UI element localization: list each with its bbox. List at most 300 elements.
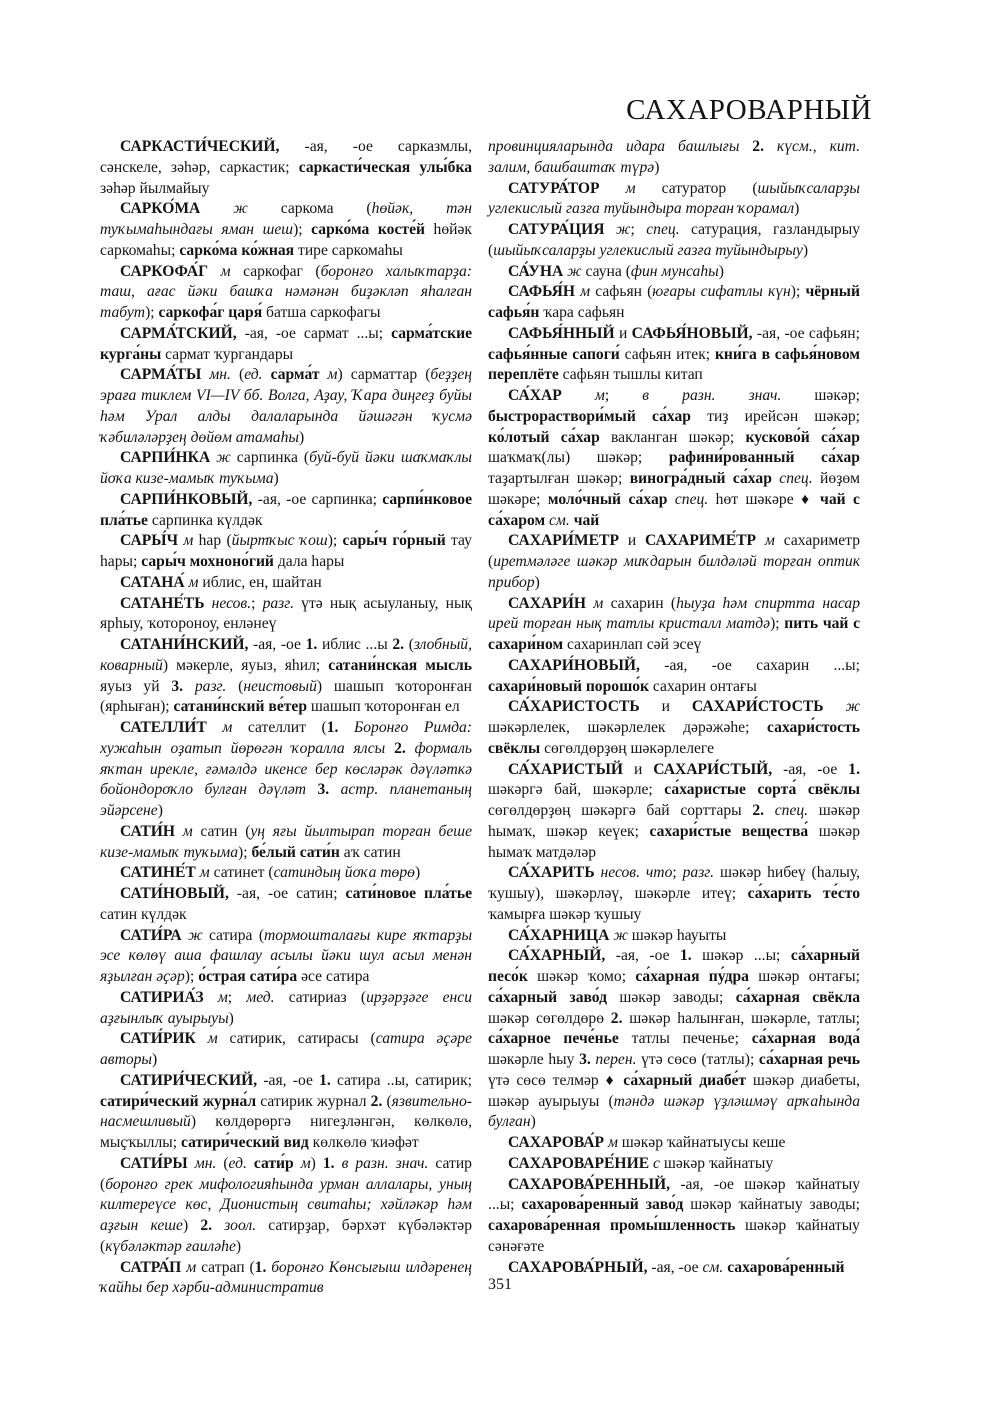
- entry-text: шаҡмаҡ(лы) шәкәр;: [488, 449, 669, 467]
- dictionary-entry: [488, 656, 860, 698]
- entry-text: );: [184, 968, 199, 985]
- entry-gloss: м: [586, 594, 604, 612]
- entry-gloss: сатира әҫәре авторы: [100, 1030, 472, 1068]
- entry-text: һар (: [193, 532, 232, 550]
- entry-text: (: [382, 1092, 392, 1110]
- entry-example: 2.: [392, 636, 405, 653]
- entry-text: );: [770, 615, 785, 633]
- entry-example: сати́новое пла́тье: [345, 885, 472, 902]
- entry-text: үтә нық асыуланыу, нық ярһыу, ҡотороноу, енләнеү: [100, 594, 472, 633]
- entry-gloss: язвительно-насмешливый: [100, 1092, 472, 1131]
- entry-example: са́харный заво́д: [488, 988, 608, 1006]
- entry-example: са́харить те́сто: [747, 885, 860, 902]
- dictionary-entry: [100, 718, 472, 822]
- dictionary-entry: [100, 988, 472, 1030]
- entry-text: дала һары: [273, 553, 345, 570]
- entry-text: сахаринлап сәй эсеү: [563, 636, 702, 653]
- entry-example: 3.: [171, 677, 184, 695]
- entry-text: сатин (: [192, 822, 251, 840]
- entry-headword: САРПИ́НКА: [120, 449, 211, 467]
- entry-text: сафьян итек;: [619, 345, 715, 363]
- entry-gloss: ж: [563, 262, 582, 280]
- entry-gloss: сатиндың йоҡа төрө: [273, 864, 415, 882]
- page-number: 351: [488, 1276, 512, 1293]
- entry-text: и: [618, 532, 646, 550]
- entry-gloss: күбәләктәр ғаиләһе: [105, 1237, 236, 1255]
- entry-text: (: [226, 677, 244, 695]
- entry-headword: САТРА́П: [120, 1258, 182, 1276]
- entry-gloss: в разн. знач.: [642, 387, 782, 404]
- entry-gloss: ж: [604, 221, 631, 238]
- entry-gloss: һөйәк, тән туҡымаһындағы яман шеш: [100, 200, 473, 238]
- entry-headword: САХАРОВА́Р: [508, 1134, 605, 1151]
- entry-example: сахарова́ренный: [727, 1258, 845, 1276]
- entry-text: ;: [630, 221, 647, 238]
- entry-text: ): [718, 262, 724, 280]
- entry-example: саркасти́ческая улы́бка: [298, 158, 472, 176]
- entry-example: сары́ч го́рный: [342, 532, 446, 550]
- entry-headword: СА́ХАР: [508, 387, 562, 404]
- entry-gloss: м: [208, 262, 231, 280]
- entry-headword: САХАРИ́НОВЫЙ,: [508, 656, 640, 674]
- entry-text: зәһәр йылмайыу: [100, 179, 210, 197]
- entry-text: шәкәр заводы;: [607, 988, 736, 1006]
- entry-text: үтә сөсө телмәр ♦: [488, 1071, 624, 1089]
- entry-text: һөйәк саркомаһы;: [100, 221, 472, 259]
- entry-example: 1.: [326, 719, 339, 736]
- entry-text: шәкәр ҡайнатыусы кеше: [617, 1134, 786, 1151]
- entry-example: 1.: [680, 947, 692, 965]
- entry-text: сафьян (: [590, 283, 653, 301]
- entry-headword: САТАНЕ́ТЬ: [120, 594, 205, 612]
- entry-text: ): [654, 158, 660, 176]
- entry-text: ): [151, 1051, 158, 1068]
- entry-text: саркома (: [247, 200, 372, 218]
- entry-headword: СА́ХАРНИЦА: [508, 926, 610, 944]
- dictionary-entry: [100, 822, 472, 864]
- entry-text: [335, 1155, 342, 1172]
- entry-text: иблис ...ы: [317, 636, 393, 653]
- dictionary-entry: [488, 697, 860, 759]
- entry-text: ): [310, 1154, 323, 1172]
- entry-gloss: фин мунсаһы: [630, 262, 719, 280]
- entry-example: 2.: [752, 802, 765, 819]
- entry-text: (: [230, 366, 245, 384]
- entry-text: и: [639, 698, 692, 716]
- entry-example: 2.: [370, 1092, 383, 1110]
- entry-example: сатани́нская мысль: [328, 656, 472, 674]
- entry-gloss: см.: [549, 511, 570, 529]
- entry-text: -ая, -ое: [605, 947, 680, 965]
- entry-headword: САТИРИА́З: [120, 988, 204, 1006]
- dictionary-entry: [488, 137, 860, 179]
- entry-headword: САХАРОВА́РЕННЫЙ,: [508, 1175, 671, 1193]
- entry-gloss: тормошталағы кире яҡтарҙы эсе көлөү аша фашлау асылы йәки шул асыл менән яҙылған әҫәр: [100, 926, 472, 985]
- entry-example: са́харное пече́нье: [488, 1030, 619, 1048]
- entry-text: ): [235, 1237, 242, 1255]
- entry-gloss: формаль яҡтан ирекле, ғәмәлдә икенсе бер көсләрәк дәүләткә бойондороҡло булған дәүләт: [100, 739, 472, 799]
- entry-text: шәкәр һымаҡ, шәкәр кеүек;: [488, 802, 860, 840]
- entry-text: [338, 719, 354, 736]
- entry-gloss: м: [184, 573, 199, 591]
- entry-example: са́харный песо́к: [488, 947, 860, 985]
- entry-headword: СА́ХАРИСТЫЙ: [508, 760, 624, 778]
- dictionary-entry: [100, 926, 472, 988]
- entry-example: 1.: [254, 1258, 267, 1276]
- dictionary-entry: [100, 490, 472, 532]
- entry-text: );: [293, 221, 312, 238]
- entry-text: -ая, -ое: [248, 636, 306, 653]
- entry-text: -ая, -ое сарпинка;: [252, 490, 383, 508]
- entry-headword: САРКОФА́Г: [120, 262, 209, 280]
- entry-example: сахари́новый порошо́к: [488, 677, 650, 695]
- entry-text: ) көлдөрөргә нигеҙләнгән, көлкөлө, мыҫҡыллы;: [100, 1113, 472, 1151]
- entry-text: );: [145, 304, 159, 321]
- entry-headword: САТИ́Н: [120, 822, 176, 840]
- entry-headword: САХАРИМЕ́ТР: [645, 532, 757, 550]
- entry-headword: САРПИ́НКОВЫЙ,: [120, 490, 253, 508]
- entry-example: чай с са́харом: [488, 490, 860, 529]
- entry-text: [247, 1155, 254, 1172]
- entry-text: таҙартылған шәкәр;: [488, 470, 630, 487]
- entry-example: сафья́нные сапоги́: [488, 345, 620, 363]
- entry-gloss: спец.: [674, 490, 709, 508]
- entry-text: сателлит (: [232, 719, 327, 736]
- entry-gloss: зоол.: [224, 1217, 257, 1234]
- entry-text: -ая, -ое шәкәр ҡайнатыу ...ы;: [488, 1175, 860, 1214]
- entry-text: [385, 740, 394, 757]
- entry-text: сатурация, газландырыу (: [488, 221, 861, 259]
- entry-gloss: м: [178, 532, 194, 550]
- entry-text: сахарин онтағы: [649, 677, 757, 695]
- entry-gloss: мн.: [201, 366, 231, 384]
- entry-example: са́харная речь: [758, 1051, 860, 1068]
- entry-headword: СА́ХАРИТЬ: [508, 864, 595, 882]
- entry-example: моло́чный са́хар: [547, 490, 668, 508]
- dictionary-entry: [100, 1154, 472, 1258]
- entry-gloss: злобный, коварный: [100, 636, 473, 674]
- entry-gloss: юғары сифатлы күн: [652, 283, 791, 301]
- entry-text: ): [530, 1113, 536, 1131]
- dictionary-entry: [100, 324, 472, 366]
- entry-text: шәкәргә бай, шәкәрле;: [488, 781, 665, 799]
- entry-gloss: тәндә шәкәр үҙләшмәү арҡаһында булған: [488, 1092, 860, 1131]
- entry-headword: САХАРИ́МЕТР: [508, 532, 619, 550]
- entry-text: тиҙ ирейсән шәкәр;: [690, 407, 860, 425]
- entry-text: саркофаг (: [230, 262, 321, 280]
- entry-headword: САТУРА́ЦИЯ: [508, 221, 605, 238]
- entry-text: шәкәр һибеү (һалыу, ҡушыу), шәкәрләү, шәкәрле итеү;: [488, 864, 861, 902]
- entry-text: тау һары;: [100, 532, 472, 570]
- entry-gloss: неистовый: [243, 677, 317, 695]
- dictionary-entry: [100, 199, 472, 261]
- entry-text: -ая, -ое: [647, 1258, 703, 1276]
- entry-text: сөгөлдөрҙөң шәкәрлелеге: [540, 739, 715, 757]
- entry-text: аҡ сатин: [339, 843, 401, 861]
- entry-text: сатирик, сатирасы (: [217, 1030, 376, 1048]
- entry-example: кни́га в сафья́новом переплёте: [488, 345, 860, 384]
- entry-gloss: ж: [200, 200, 248, 218]
- dictionary-entry: [100, 573, 472, 594]
- dictionary-entry: [488, 863, 860, 925]
- dictionary-entry: [488, 946, 860, 1133]
- entry-text: ): [794, 200, 800, 218]
- entry-text: );: [327, 532, 343, 550]
- entry-text: сафьян тышлы китап: [558, 366, 703, 384]
- entry-gloss: иретмәләге шәкәр миҡдарын билдәләй торған оптик прибор: [488, 553, 860, 591]
- entry-text: шәкәр ҡайнатыу: [659, 1154, 774, 1172]
- entry-text: көлкөлө ҡиәфәт: [308, 1134, 419, 1151]
- entry-text: ): [157, 802, 163, 819]
- entry-headword: САХАРОВА́РНЫЙ,: [508, 1258, 648, 1276]
- entry-text: сармат ҡургандары: [161, 345, 294, 363]
- entry-example: чёрный сафья́н: [488, 283, 860, 321]
- entry-text: -ая, -ое сарказмлы, сәнскеле, зәһәр, саркастик;: [100, 138, 472, 176]
- entry-text: ;: [251, 594, 263, 612]
- entry-text: татлы печенье;: [618, 1030, 752, 1048]
- entry-text: сарпинка (: [230, 449, 310, 467]
- entry-text: шәкәр ҡомо;: [527, 968, 636, 985]
- entry-text: шәкәр ҡайнатыу заводы;: [683, 1196, 860, 1214]
- entry-gloss: разг.: [194, 677, 227, 695]
- entry-example: 2.: [200, 1217, 213, 1234]
- entry-gloss: провинцияларында идара башлығы: [488, 138, 740, 155]
- entry-example: пить чай с сахари́ном: [488, 615, 860, 653]
- entry-text: ): [534, 573, 540, 591]
- entry-example: сатири́ческий вид: [180, 1134, 309, 1151]
- entry-text: );: [790, 283, 806, 301]
- dictionary-entry: [488, 531, 860, 593]
- entry-text: [739, 138, 752, 155]
- entry-text: -ая, -ое сатин;: [228, 885, 346, 902]
- entry-gloss: астр. планетаның эйәрсене: [100, 781, 472, 819]
- entry-example: ко́лотый са́хар: [488, 428, 600, 446]
- entry-gloss: спец.: [646, 221, 680, 238]
- entry-gloss: күсм., кит. залим, башбаштаҡ түрә: [488, 138, 861, 176]
- entry-text: шәкәр сөгөлдөрө: [488, 1009, 611, 1027]
- entry-example: сатани́нский ве́тер: [173, 698, 308, 716]
- entry-text: шәкәрле һыу: [488, 1051, 580, 1068]
- entry-gloss: м: [206, 719, 233, 736]
- entry-headword: САРКО́МА: [120, 200, 201, 218]
- entry-headword: САРМА́ТЫ: [120, 366, 202, 384]
- entry-headword: САРЫ́Ч: [120, 532, 179, 550]
- entry-headword: СА́ХАРИСТОСТЬ: [508, 698, 640, 716]
- dictionary-entry: [488, 760, 860, 864]
- entry-gloss: м: [756, 532, 775, 550]
- dictionary-entry: [100, 635, 472, 718]
- dictionary-entry: [488, 179, 860, 221]
- left-column: [100, 137, 472, 1299]
- dictionary-entry: [488, 386, 860, 531]
- entry-example: чай: [573, 511, 600, 529]
- entry-gloss: мед.: [246, 988, 275, 1006]
- entry-headword: САТИ́РА: [120, 926, 182, 944]
- entry-text: [183, 678, 195, 695]
- entry-gloss: мн.: [187, 1154, 217, 1172]
- entry-headword: САФЬЯ́ННЫЙ: [508, 324, 615, 342]
- entry-example: сахарова́ренная промы́шленность: [488, 1217, 736, 1234]
- entry-text: ): [273, 470, 279, 487]
- entry-gloss: ж: [181, 926, 203, 944]
- entry-example: рафини́рованный са́хар: [668, 449, 860, 467]
- entry-gloss: уң яғы йылтырап торған беше кизе-мамыҡ туҡыма: [100, 822, 472, 861]
- entry-text: (: [216, 1154, 229, 1172]
- entry-gloss: ирҙәрҙәге енси аҙғынлыҡ ауырыуы: [100, 988, 472, 1027]
- entry-example: 1.: [319, 1071, 331, 1089]
- entry-headword: САХАРИ́СТОСТЬ: [691, 698, 824, 716]
- entry-text: сатуратор (: [635, 179, 758, 197]
- entry-example: сарма́т: [270, 366, 320, 384]
- entry-text: сатир (: [100, 1154, 472, 1193]
- entry-gloss: ж: [210, 449, 231, 467]
- entry-gloss: м: [561, 387, 605, 404]
- entry-text: ) мәкерле, яуыз, яһил;: [162, 656, 329, 674]
- entry-example: сахари́стые вещества́: [649, 822, 809, 840]
- entry-text: үтә сөсө (татлы);: [636, 1051, 759, 1068]
- entry-example: 3.: [579, 1051, 591, 1068]
- entry-text: [329, 781, 340, 798]
- entry-text: [764, 138, 777, 155]
- entry-gloss: разг.: [262, 594, 295, 612]
- entry-text: [667, 491, 674, 508]
- entry-gloss: м: [604, 1134, 618, 1151]
- entry-text: сатинет (: [209, 864, 274, 882]
- entry-text: [406, 740, 415, 757]
- entry-gloss: ед.: [244, 366, 263, 384]
- entry-text: ): [802, 241, 809, 259]
- entry-text: яуыз уй: [100, 677, 172, 695]
- entry-text: сатирҙар, бәрхәт күбәләктәр (: [100, 1217, 473, 1255]
- entry-text: ) шашып ҡоторонған (ярһыған);: [100, 677, 472, 716]
- entry-text: сатира ..ы, сатирик;: [330, 1071, 473, 1089]
- dictionary-entry: [488, 926, 860, 947]
- dictionary-entry: [488, 262, 860, 283]
- entry-example: 1.: [322, 1154, 335, 1172]
- entry-headword: САФЬЯ́Н: [508, 283, 576, 301]
- entry-headword: САТАНА́: [120, 573, 185, 591]
- entry-text: ҡара сафьян: [539, 304, 625, 321]
- entry-text: сатирик журнал: [256, 1092, 371, 1110]
- entry-text: сатин күлдәк: [100, 905, 187, 923]
- entry-example: сарко́ма ко́жная: [179, 241, 295, 259]
- dictionary-entry: [488, 324, 860, 386]
- entry-gloss: буй-буй йәки шаҡмаҡлы йоҡа кизе-мамыҡ туҡыма: [100, 449, 472, 487]
- entry-text: ): [228, 1009, 234, 1027]
- entry-gloss: м: [319, 366, 338, 384]
- entry-example: сарпи́нковое пла́тье: [100, 490, 472, 529]
- entry-gloss: несов. что: [594, 864, 673, 882]
- entry-text: сарпинка күлдәк: [147, 511, 263, 529]
- entry-example: 2.: [610, 1009, 623, 1027]
- entry-example: кусково́й са́хар: [745, 428, 860, 446]
- entry-example: виногра́дный са́хар: [629, 470, 772, 487]
- entry-example: сахари́стость свёклы: [488, 719, 860, 757]
- entry-example: сары́ч мохноно́гий: [141, 553, 274, 570]
- entry-gloss: м: [195, 1030, 218, 1048]
- dictionary-entry: [100, 448, 472, 490]
- entry-text: и: [614, 324, 632, 342]
- entry-text: шәкәр һауыты: [627, 926, 727, 944]
- dictionary-entry: [100, 1071, 472, 1154]
- entry-text: ;: [227, 988, 247, 1006]
- entry-gloss: шыйыҡсаларҙы углекислый газға туйындырыу: [493, 241, 803, 259]
- entry-headword: САТИ́РИК: [120, 1030, 196, 1048]
- entry-text: ): [298, 428, 305, 446]
- dictionary-entry: [100, 262, 472, 324]
- right-column: [488, 137, 860, 1278]
- dictionary-entry: [488, 594, 860, 656]
- entry-text: шашып ҡоторонған ел: [307, 698, 460, 716]
- entry-text: );: [238, 843, 252, 861]
- entry-gloss: ж: [823, 698, 860, 716]
- entry-headword: САТИНЕ́Т: [120, 864, 196, 882]
- entry-text: тире саркомаһы: [294, 241, 403, 259]
- dictionary-entry: [100, 594, 472, 636]
- entry-text: [263, 366, 271, 383]
- entry-text: шәкәр ...ы;: [691, 947, 791, 965]
- entry-text: -ая, -ое: [257, 1071, 320, 1089]
- dictionary-entry: [488, 282, 860, 324]
- entry-text: -ая, -ое сахарин ...ы;: [639, 656, 860, 674]
- entry-example: 2.: [394, 739, 406, 757]
- entry-gloss: һыуҙа һәм спиртта насар ирей торған нық татлы кристалл матдә: [488, 594, 860, 633]
- entry-gloss: в разн. знач.: [341, 1154, 429, 1172]
- entry-text: шәкәр;: [781, 387, 860, 404]
- entry-gloss: м: [195, 864, 210, 882]
- entry-text: шәкәр онтағы;: [748, 968, 860, 985]
- dictionary-entry: [100, 884, 472, 926]
- entry-example: са́харная свёкла: [735, 988, 860, 1006]
- entry-text: [764, 802, 775, 819]
- entry-gloss: Боронғо Римда: хужаһын оҙатып йөрөгән ҡоралла ялсы: [100, 719, 472, 757]
- entry-gloss: м: [293, 1154, 311, 1172]
- entry-gloss: боронғо Көнсығыш илдәренең ҡайһы бер хәрби-административ: [100, 1258, 473, 1297]
- entry-example: сахарова́ренный заво́д: [521, 1196, 684, 1214]
- entry-text: шәкәрлелек, шәкәрлелек дәрәжәһе;: [488, 719, 768, 736]
- entry-text: батша саркофагы: [262, 304, 381, 321]
- entry-text: ): [182, 1217, 201, 1234]
- entry-headword: САХАРИ́СТЫЙ,: [653, 760, 773, 778]
- entry-text: -ая, -ое: [772, 760, 849, 778]
- entry-example: 2.: [752, 138, 764, 155]
- entry-text: әсе сатира: [297, 968, 370, 985]
- entry-text: ;: [604, 387, 643, 404]
- entry-text: сатира (: [202, 926, 265, 944]
- entry-headword: САТИРИ́ЧЕСКИЙ,: [120, 1071, 258, 1089]
- dictionary-entry: [100, 137, 472, 199]
- entry-text: шәкәр һымаҡ матдәләр: [488, 822, 861, 861]
- entry-example: сатири́ческий журна́л: [100, 1092, 257, 1110]
- entry-gloss: с: [649, 1154, 660, 1172]
- entry-gloss: беҙҙең эраға тиклем VI—IV бб. Волга, Аҙау, Ҡара диңгеҙ буйы һәм Урал алды далаларында йәшәгән ҡусмә ҡәбиләләрҙең дөйөм атамаһы: [100, 366, 473, 446]
- entry-gloss: шыйыҡсаларҙы углекислый газға туйындыра торған ҡорамал: [488, 179, 860, 218]
- entry-text: [212, 1217, 224, 1234]
- entry-example: сарко́ма косте́й: [311, 221, 425, 238]
- entry-example: 1.: [305, 636, 318, 653]
- entry-gloss: м: [175, 822, 193, 840]
- entry-example: са́харная вода́: [751, 1030, 860, 1048]
- entry-text: вакланган шәкәр;: [599, 428, 746, 446]
- entry-example: сарма́тские курга́ны: [100, 324, 472, 363]
- entry-text: ҡамырға шәкәр ҡушыу: [488, 905, 642, 923]
- dictionary-entry: [488, 1154, 860, 1175]
- entry-headword: САРКАСТИ́ЧЕСКИЙ,: [120, 138, 280, 155]
- entry-gloss: несов.: [204, 594, 252, 612]
- entry-text: и: [623, 760, 654, 778]
- entry-gloss: спец.: [774, 802, 809, 819]
- entry-text: шәкәр ҡайнатыу сәнәғәте: [488, 1217, 860, 1255]
